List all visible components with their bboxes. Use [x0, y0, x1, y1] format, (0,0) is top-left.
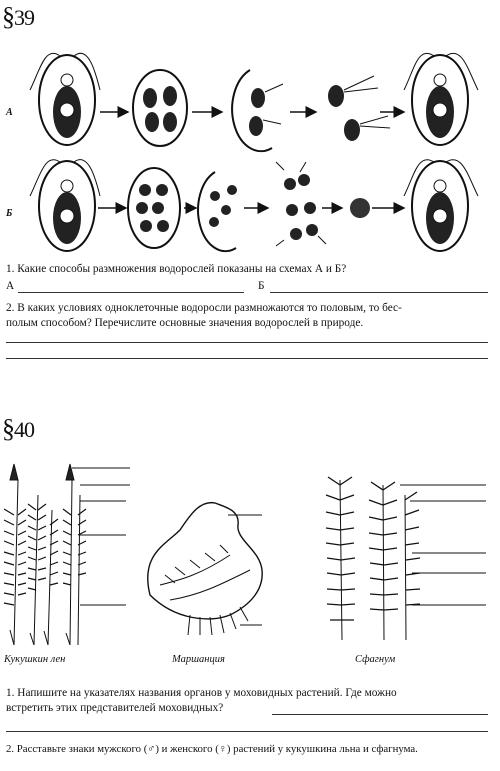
caption-marchantia: Маршанция: [172, 654, 225, 665]
question-39-2-line1: 2. В каких условиях одноклеточные водоросли размножаются то половым, то бес-: [6, 302, 402, 314]
question-40-1-line2: встретить этих представителей моховидных?: [6, 702, 224, 714]
question-40-2: 2. Расставьте знаки мужского (♂) и женского (♀) растений у кукушкина льна и сфагнума.: [6, 743, 418, 755]
algae-sexual-reproduction-diagram: [0, 150, 500, 260]
answer-line-39-2a[interactable]: [6, 342, 488, 343]
caption-sphagnum: Сфагнум: [355, 654, 396, 665]
row-label-b: Б: [6, 208, 13, 219]
zygote: [350, 198, 370, 218]
mature-cell: [404, 53, 478, 145]
question-40-1-line1: 1. Напишите на указателях названия органов у моховидных растений. Где можно: [6, 687, 397, 699]
section-39-heading: [2, 2, 34, 32]
section-symbol: §: [2, 414, 14, 443]
gamete-forming-cell: [128, 168, 180, 248]
algae-asexual-reproduction-diagram: [0, 40, 500, 150]
question-39-1: 1. Какие способы размножения водорослей показаны на схемах А и Б?: [6, 263, 347, 275]
answer-label-a: А: [6, 280, 15, 292]
answer-line-a[interactable]: [18, 292, 244, 293]
section-number: 39: [14, 5, 34, 30]
gametes-release: [198, 172, 237, 251]
gamete-fusion: [276, 162, 326, 246]
mature-cell: [404, 160, 478, 251]
dividing-cell: [133, 70, 187, 146]
polytrichum-moss: [4, 464, 86, 645]
question-39-2-line2: полым способом? Перечислите основные значения водорослей в природе.: [6, 317, 364, 329]
row-label-a: А: [6, 107, 13, 118]
answer-line-b[interactable]: [270, 292, 488, 293]
section-symbol: §: [2, 2, 14, 31]
answer-line-39-2b[interactable]: [6, 358, 488, 359]
section-40-heading: [2, 414, 34, 444]
sphagnum-moss: [326, 477, 420, 640]
section-number: 40: [14, 417, 34, 442]
chlamydomonas-cell: [30, 53, 100, 145]
marchantia-liverwort: [148, 503, 262, 635]
answer-line-40-1b[interactable]: [6, 731, 488, 732]
zoospores-release: [232, 70, 283, 151]
answer-label-b: Б: [258, 280, 265, 292]
answer-line-40-1a[interactable]: [272, 714, 488, 715]
mosses-illustration: [0, 455, 500, 655]
chlamydomonas-cell: [30, 160, 100, 251]
caption-polytrichum: Кукушкин лен: [4, 654, 66, 665]
young-cells: [328, 76, 390, 141]
